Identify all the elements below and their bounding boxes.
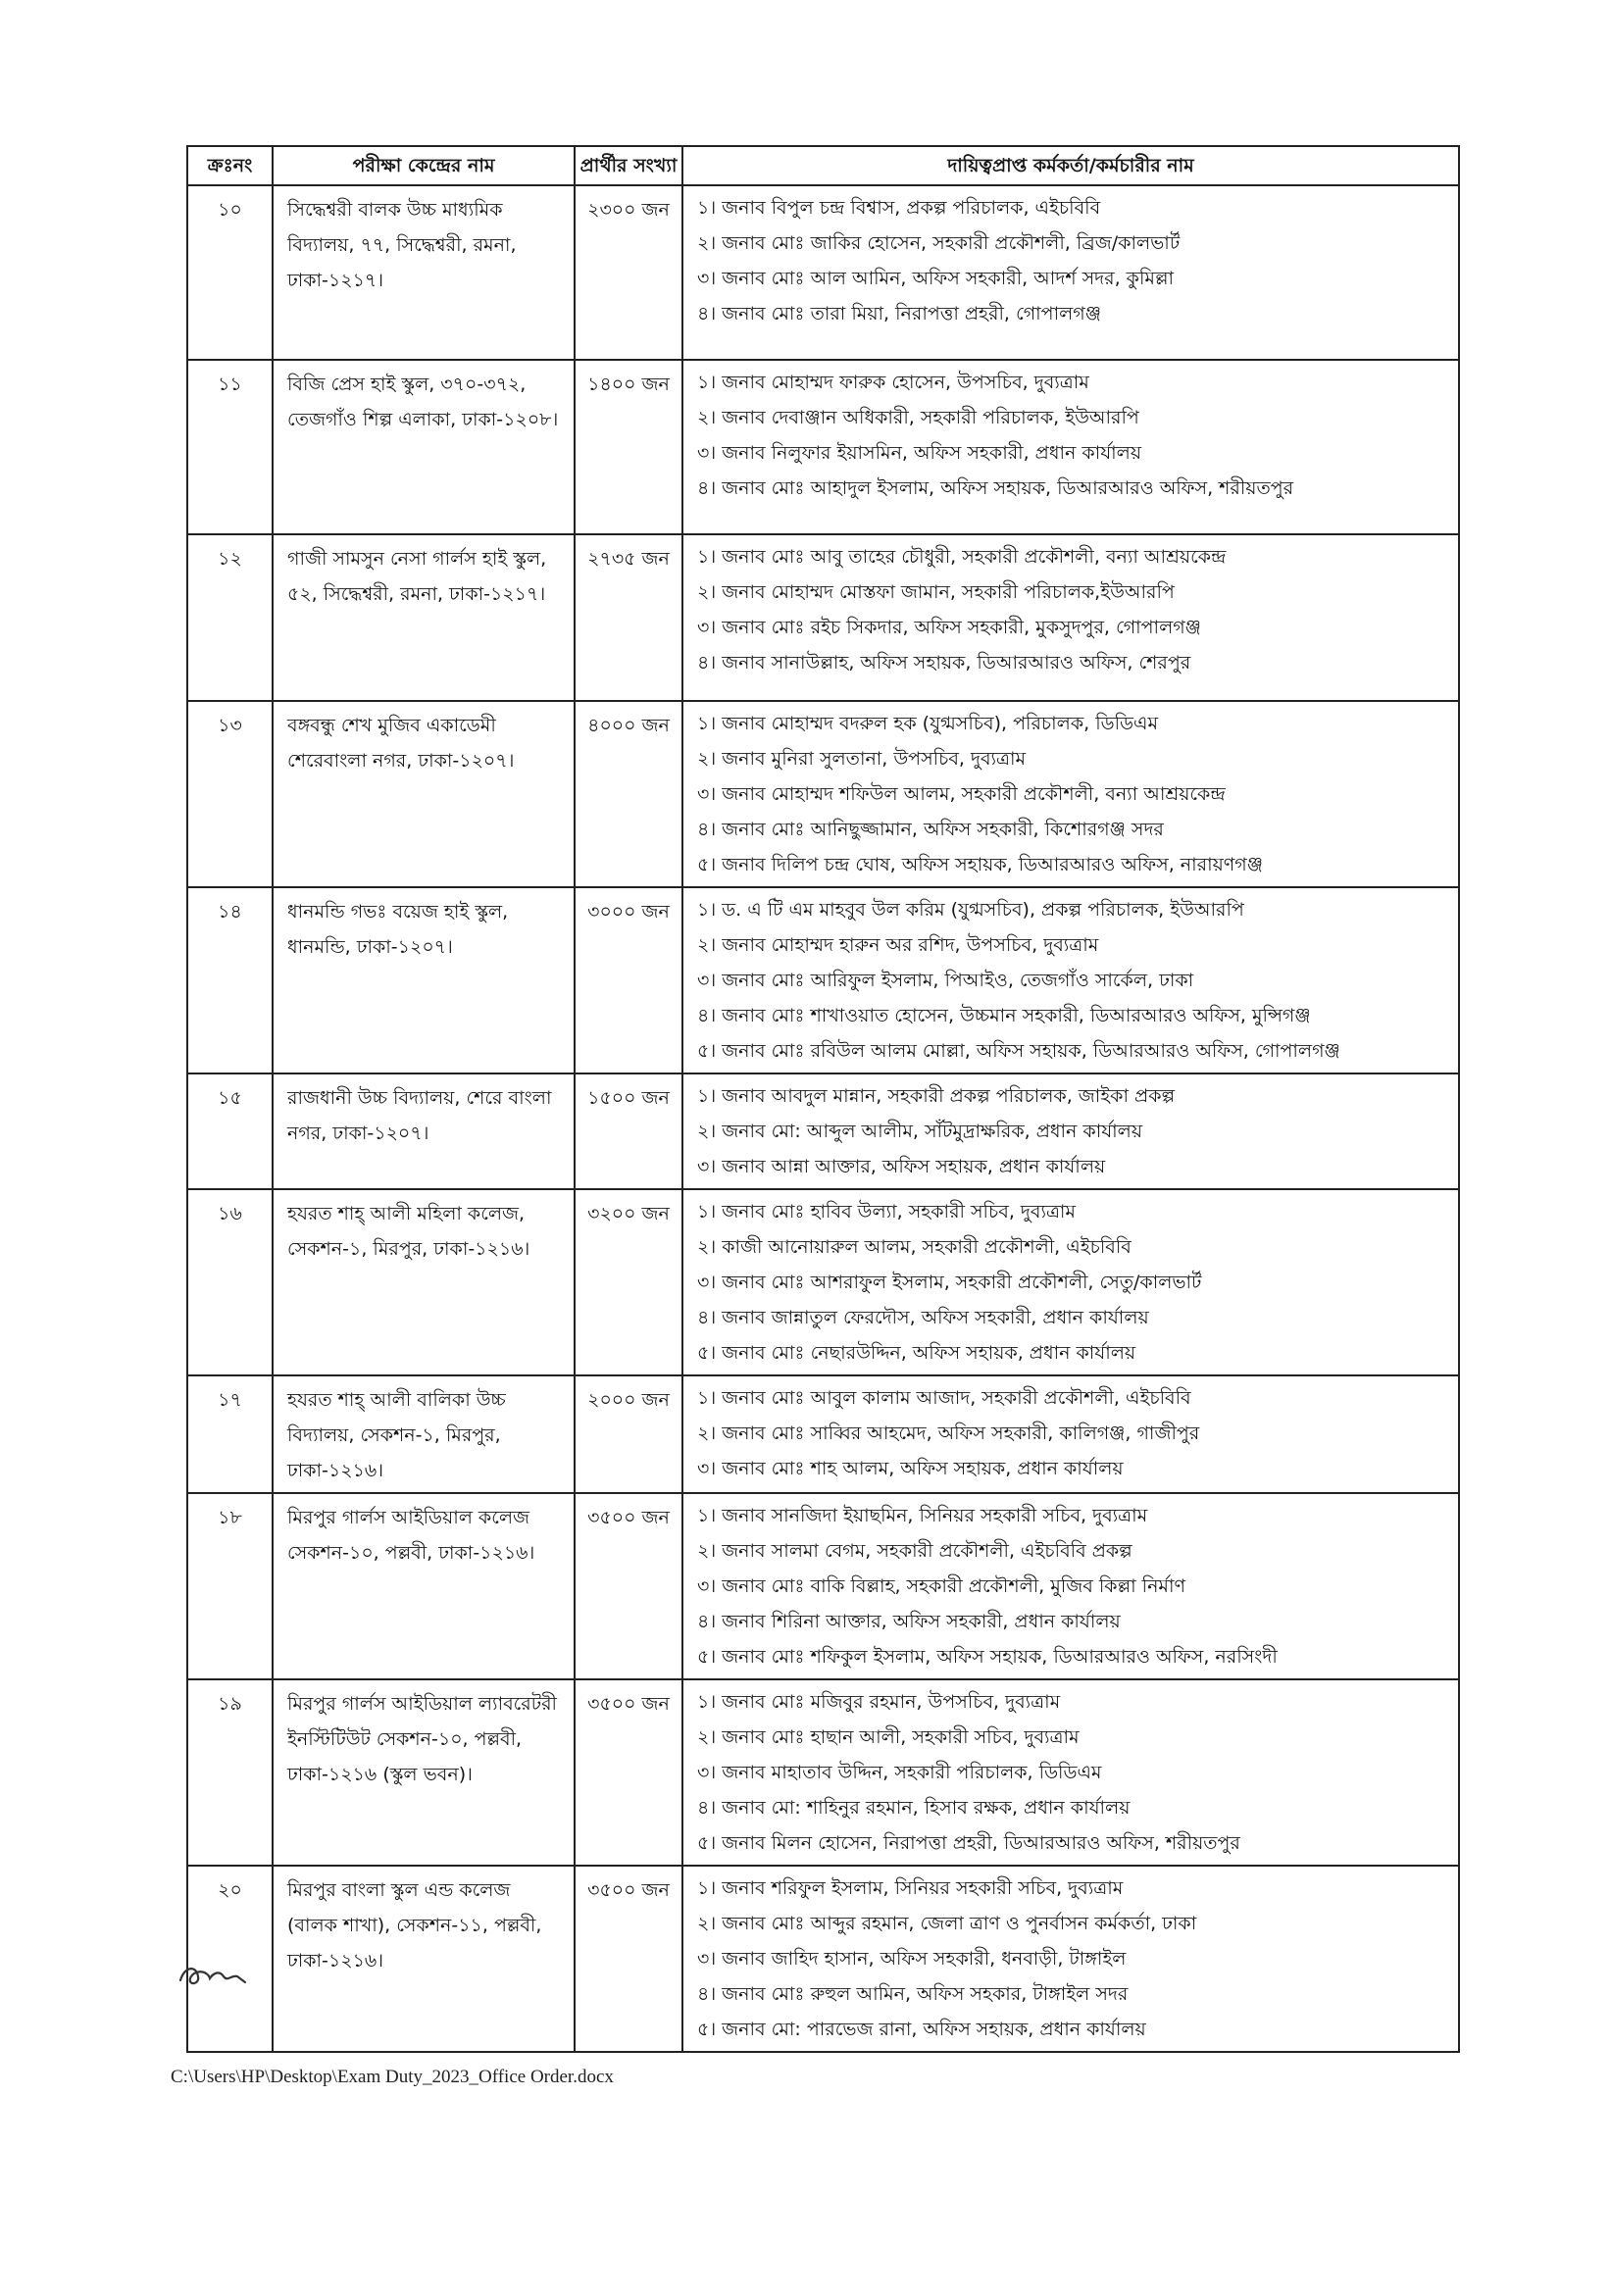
serial-number: ১০ bbox=[187, 185, 273, 360]
table-row bbox=[187, 1866, 1459, 2052]
officer-entry: ২। জনাব দেবাঞ্জান অধিকারী, সহকারী পরিচালক, ইউআরপি bbox=[697, 407, 1139, 428]
officer-entry: ৩। জনাব আন্না আক্তার, অফিস সহায়ক, প্রধান কার্যালয় bbox=[697, 1156, 1106, 1177]
exam-center-name: বঙ্গবন্ধু শেখ মুজিব একাডেমী শেরেবাংলা নগর, ঢাকা-১২০৭। bbox=[273, 701, 575, 887]
candidate-count: ৩৫০০ জন bbox=[575, 1679, 682, 1866]
serial-number: ১১ bbox=[187, 360, 273, 534]
exam-center-name: বিজি প্রেস হাই স্কুল, ৩৭০-৩৭২, তেজগাঁও শিল্প এলাকা, ঢাকা-১২০৮। bbox=[273, 360, 575, 534]
officer-entry: ৫। জনাব মো: পারভেজ রানা, অফিস সহায়ক, প্রধান কার্যালয় bbox=[697, 2019, 1146, 2040]
serial-number: ১৫ bbox=[187, 1073, 273, 1189]
exam-center-name: ধানমন্ডি গভঃ বয়েজ হাই স্কুল, ধানমন্ডি, ঢাকা-১২০৭। bbox=[273, 887, 575, 1073]
table-row bbox=[187, 1189, 1459, 1375]
officers-list bbox=[682, 701, 1459, 887]
officers-list bbox=[682, 1189, 1459, 1375]
officer-entry: ৩। জনাব জাহিদ হাসান, অফিস সহকারী, ধনবাড়ী, টাঙ্গাইল bbox=[697, 1948, 1127, 1970]
officer-entry: ১। জনাব মোঃ আবু তাহের চৌধুরী, সহকারী প্রকৌশলী, বন্যা আশ্রয়কেন্দ্র bbox=[697, 546, 1227, 568]
serial-number: ১৬ bbox=[187, 1189, 273, 1375]
officer-entry: ৩। জনাব মোঃ আরিফুল ইসলাম, পিআইও, তেজগাঁও সার্কেল, ঢাকা bbox=[697, 970, 1194, 991]
exam-center-name: হযরত শাহ্ আলী বালিকা উচ্চ বিদ্যালয়, সেকশন-১, মিরপুর, ঢাকা-১২১৬। bbox=[273, 1375, 575, 1493]
candidate-count: ৪০০০ জন bbox=[575, 701, 682, 887]
officer-entry: ৪। জনাব জান্নাতুল ফেরদৌস, অফিস সহকারী, প্রধান কার্যালয় bbox=[697, 1307, 1149, 1328]
officer-entry: ৩। জনাব নিলুফার ইয়াসমিন, অফিস সহকারী, প্রধান কার্যালয় bbox=[697, 442, 1142, 464]
officer-entry: ২। কাজী আনোয়ারুল আলম, সহকারী প্রকৌশলী, এইচবিবি bbox=[697, 1236, 1132, 1258]
officer-entry: ৩। জনাব মোঃ বাকি বিল্লাহ, সহকারী প্রকৌশলী, মুজিব কিল্লা নির্মাণ bbox=[697, 1575, 1185, 1597]
officer-entry: ৪। জনাব মোঃ আহাদুল ইসলাম, অফিস সহায়ক, ডিআরআরও অফিস, শরীয়তপুর bbox=[697, 477, 1294, 499]
officer-entry: ৫। জনাব মোঃ রবিউল আলম মোল্লা, অফিস সহায়ক, ডিআরআরও অফিস, গোপালগঞ্জ bbox=[697, 1040, 1340, 1062]
officer-entry: ২। জনাব মোঃ সাব্বির আহমেদ, অফিস সহকারী, কালিগঞ্জ, গাজীপুর bbox=[697, 1423, 1200, 1444]
exam-center-name: রাজধানী উচ্চ বিদ্যালয়, শেরে বাংলা নগর, ঢাকা-১২০৭। bbox=[273, 1073, 575, 1189]
officers-list bbox=[682, 1679, 1459, 1866]
candidate-count: ১৫০০ জন bbox=[575, 1073, 682, 1189]
officer-entry: ২। জনাব মোঃ হাছান আলী, সহকারী সচিব, দুব্যত্রাম bbox=[697, 1726, 1080, 1748]
officer-entry: ৩। জনাব মোঃ আল আমিন, অফিস সহকারী, আদর্শ সদর, কুমিল্লা bbox=[697, 268, 1174, 289]
officer-entry: ৫। জনাব মোঃ শফিকুল ইসলাম, অফিস সহায়ক, ডিআরআরও অফিস, নরসিংদী bbox=[697, 1646, 1278, 1668]
serial-number: ১৭ bbox=[187, 1375, 273, 1493]
officer-entry: ২। জনাব মোহাম্মদ মোস্তফা জামান, সহকারী পরিচালক,ইউআরপি bbox=[697, 581, 1175, 603]
table-row bbox=[187, 185, 1459, 360]
exam-duty-table bbox=[186, 145, 1460, 2053]
candidate-count: ৩৫০০ জন bbox=[575, 1866, 682, 2052]
table-row bbox=[187, 534, 1459, 701]
signature-mark bbox=[175, 1957, 253, 1992]
officer-entry: ৪। জনাব মোঃ আনিছুজ্জামান, অফিস সহকারী, কিশোরগঞ্জ সদর bbox=[697, 819, 1164, 840]
officer-entry: ৫। জনাব মিলন হোসেন, নিরাপত্তা প্রহরী, ডিআরআরও অফিস, শরীয়তপুর bbox=[697, 1832, 1240, 1854]
officers-list bbox=[682, 887, 1459, 1073]
exam-center-name: হযরত শাহ্ আলী মহিলা কলেজ, সেকশন-১, মিরপুর, ঢাকা-১২১৬। bbox=[273, 1189, 575, 1375]
exam-center-name: গাজী সামসুন নেসা গার্লস হাই স্কুল, ৫২, সিদ্ধেশ্বরী, রমনা, ঢাকা-১২১৭। bbox=[273, 534, 575, 701]
officer-entry: ১। ড. এ টি এম মাহবুব উল করিম (যুগ্মসচিব), প্রকল্প পরিচালক, ইউআরপি bbox=[697, 899, 1244, 921]
officers-list bbox=[682, 1866, 1459, 2052]
table-row bbox=[187, 887, 1459, 1073]
header-center-name: পরীক্ষা কেন্দ্রের নাম bbox=[273, 146, 575, 185]
table-row bbox=[187, 360, 1459, 534]
officer-entry: ২। জনাব মোহাম্মদ হারুন অর রশিদ, উপসচিব, দুব্যত্রাম bbox=[697, 934, 1099, 956]
table-header-row bbox=[187, 146, 1459, 185]
serial-number: ২০ bbox=[187, 1866, 273, 2052]
officer-entry: ৩। জনাব মোঃ শাহ আলম, অফিস সহায়ক, প্রধান কার্যালয় bbox=[697, 1458, 1124, 1479]
officer-entry: ৫। জনাব দিলিপ চন্দ্র ঘোষ, অফিস সহায়ক, ডিআরআরও অফিস, নারায়ণগঞ্জ bbox=[697, 854, 1263, 875]
officer-entry: ৩। জনাব মোঃ আশরাফুল ইসলাম, সহকারী প্রকৌশলী, সেতু/কালভার্ট bbox=[697, 1272, 1202, 1293]
officers-list bbox=[682, 185, 1459, 360]
officer-entry: ১। জনাব শরিফুল ইসলাম, সিনিয়র সহকারী সচিব, দুব্যত্রাম bbox=[697, 1877, 1124, 1899]
officer-entry: ১। জনাব সানজিদা ইয়াছমিন, সিনিয়র সহকারী সচিব, দুব্যত্রাম bbox=[697, 1505, 1148, 1526]
officer-entry: ১। জনাব আবদুল মান্নান, সহকারী প্রকল্প পরিচালক, জাইকা প্রকল্প bbox=[697, 1085, 1176, 1107]
officer-entry: ৪। জনাব মো: শাহিনুর রহমান, হিসাব রক্ষক, প্রধান কার্যালয় bbox=[697, 1797, 1131, 1819]
exam-center-name: মিরপুর গার্লস আইডিয়াল ল্যাবরেটরী ইনস্টিটিউট সেকশন-১০, পল্লবী, ঢাকা-১২১৬ (স্কুল ভবন)। bbox=[273, 1679, 575, 1866]
officer-entry: ১। জনাব মোঃ হাবিব উল্যা, সহকারী সচিব, দুব্যত্রাম bbox=[697, 1201, 1076, 1223]
officers-list bbox=[682, 1073, 1459, 1189]
table-body bbox=[187, 185, 1459, 2052]
officers-list bbox=[682, 1375, 1459, 1493]
header-serial: ক্রঃনং bbox=[187, 146, 273, 185]
file-path-footer: C:\Users\HP\Desktop\Exam Duty_2023_Office Order.docx bbox=[171, 2067, 614, 2087]
table-row bbox=[187, 1073, 1459, 1189]
officer-entry: ৩। জনাব মোহাম্মদ শফিউল আলম, সহকারী প্রকৌশলী, বন্যা আশ্রয়কেন্দ্র bbox=[697, 783, 1226, 805]
officer-entry: ১। জনাব মোঃ আবুল কালাম আজাদ, সহকারী প্রকৌশলী, এইচবিবি bbox=[697, 1387, 1191, 1409]
officer-entry: ২। জনাব মো: আব্দুল আলীম, সাঁটমুদ্রাক্ষরিক, প্রধান কার্যালয় bbox=[697, 1121, 1143, 1142]
candidate-count: ১৪০০ জন bbox=[575, 360, 682, 534]
officer-entry: ১। জনাব মোহাম্মদ ফারুক হোসেন, উপসচিব, দুব্যত্রাম bbox=[697, 372, 1089, 393]
table-row bbox=[187, 1679, 1459, 1866]
exam-center-name: সিদ্ধেশ্বরী বালক উচ্চ মাধ্যমিক বিদ্যালয়, ৭৭, সিদ্ধেশ্বরী, রমনা, ঢাকা-১২১৭। bbox=[273, 185, 575, 360]
candidate-count: ৩২০০ জন bbox=[575, 1189, 682, 1375]
candidate-count: ২৭৩৫ জন bbox=[575, 534, 682, 701]
officer-entry: ২। জনাব মুনিরা সুলতানা, উপসচিব, দুব্যত্রাম bbox=[697, 748, 1027, 770]
officers-list bbox=[682, 360, 1459, 534]
serial-number: ১৮ bbox=[187, 1493, 273, 1679]
officer-entry: ৪। জনাব শিরিনা আক্তার, অফিস সহকারী, প্রধান কার্যালয় bbox=[697, 1611, 1121, 1632]
candidate-count: ২০০০ জন bbox=[575, 1375, 682, 1493]
officers-list bbox=[682, 1493, 1459, 1679]
table-row bbox=[187, 1375, 1459, 1493]
header-candidate-count: প্রার্থীর সংখ্যা bbox=[575, 146, 682, 185]
serial-number: ১৩ bbox=[187, 701, 273, 887]
serial-number: ১২ bbox=[187, 534, 273, 701]
officer-entry: ৩। জনাব মাহাতাব উদ্দিন, সহকারী পরিচালক, ডিডিএম bbox=[697, 1762, 1102, 1783]
candidate-count: ৩৫০০ জন bbox=[575, 1493, 682, 1679]
officer-entry: ১। জনাব মোহাম্মদ বদরুল হক (যুগ্মসচিব), পরিচালক, ডিডিএম bbox=[697, 713, 1159, 734]
officer-entry: ২। জনাব মোঃ আব্দুর রহমান, জেলা ত্রাণ ও পুনর্বাসন কর্মকর্তা, ঢাকা bbox=[697, 1913, 1197, 1934]
officer-entry: ৪। জনাব মোঃ শাখাওয়াত হোসেন, উচ্চমান সহকারী, ডিআরআরও অফিস, মুন্সিগঞ্জ bbox=[697, 1005, 1311, 1026]
officer-entry: ৪। জনাব মোঃ তারা মিয়া, নিরাপত্তা প্রহরী, গোপালগঞ্জ bbox=[697, 303, 1101, 324]
officers-list bbox=[682, 534, 1459, 701]
table-row bbox=[187, 1493, 1459, 1679]
officer-entry: ১। জনাব মোঃ মজিবুর রহমান, উপসচিব, দুব্যত্রাম bbox=[697, 1691, 1061, 1713]
exam-center-name: মিরপুর বাংলা স্কুল এন্ড কলেজ (বালক শাখা), সেকশন-১১, পল্লবী, ঢাকা-১২১৬। bbox=[273, 1866, 575, 2052]
serial-number: ১৯ bbox=[187, 1679, 273, 1866]
serial-number: ১৪ bbox=[187, 887, 273, 1073]
officer-entry: ৩। জনাব মোঃ রইচ সিকদার, অফিস সহকারী, মুকসুদপুর, গোপালগঞ্জ bbox=[697, 617, 1201, 638]
candidate-count: ৩০০০ জন bbox=[575, 887, 682, 1073]
candidate-count: ২৩০০ জন bbox=[575, 185, 682, 360]
table-row bbox=[187, 701, 1459, 887]
officer-entry: ২। জনাব মোঃ জাকির হোসেন, সহকারী প্রকৌশলী, ব্রিজ/কালভার্ট bbox=[697, 232, 1181, 254]
officer-entry: ৫। জনাব মোঃ নেছারউদ্দিন, অফিস সহায়ক, প্রধান কার্যালয় bbox=[697, 1342, 1136, 1364]
officer-entry: ২। জনাব সালমা বেগম, সহকারী প্রকৌশলী, এইচবিবি প্রকল্প bbox=[697, 1540, 1132, 1562]
officer-entry: ৪। জনাব মোঃ রুহুল আমিন, অফিস সহকার, টাঙ্গাইল সদর bbox=[697, 1983, 1129, 2005]
header-officers: দায়িত্বপ্রাপ্ত কর্মকর্তা/কর্মচারীর নাম bbox=[682, 146, 1459, 185]
officer-entry: ১। জনাব বিপুল চন্দ্র বিশ্বাস, প্রকল্প পরিচালক, এইচবিবি bbox=[697, 197, 1101, 219]
officer-entry: ৪। জনাব সানাউল্লাহ, অফিস সহায়ক, ডিআরআরও অফিস, শেরপুর bbox=[697, 652, 1191, 674]
exam-center-name: মিরপুর গার্লস আইডিয়াল কলেজ সেকশন-১০, পল্লবী, ঢাকা-১২১৬। bbox=[273, 1493, 575, 1679]
